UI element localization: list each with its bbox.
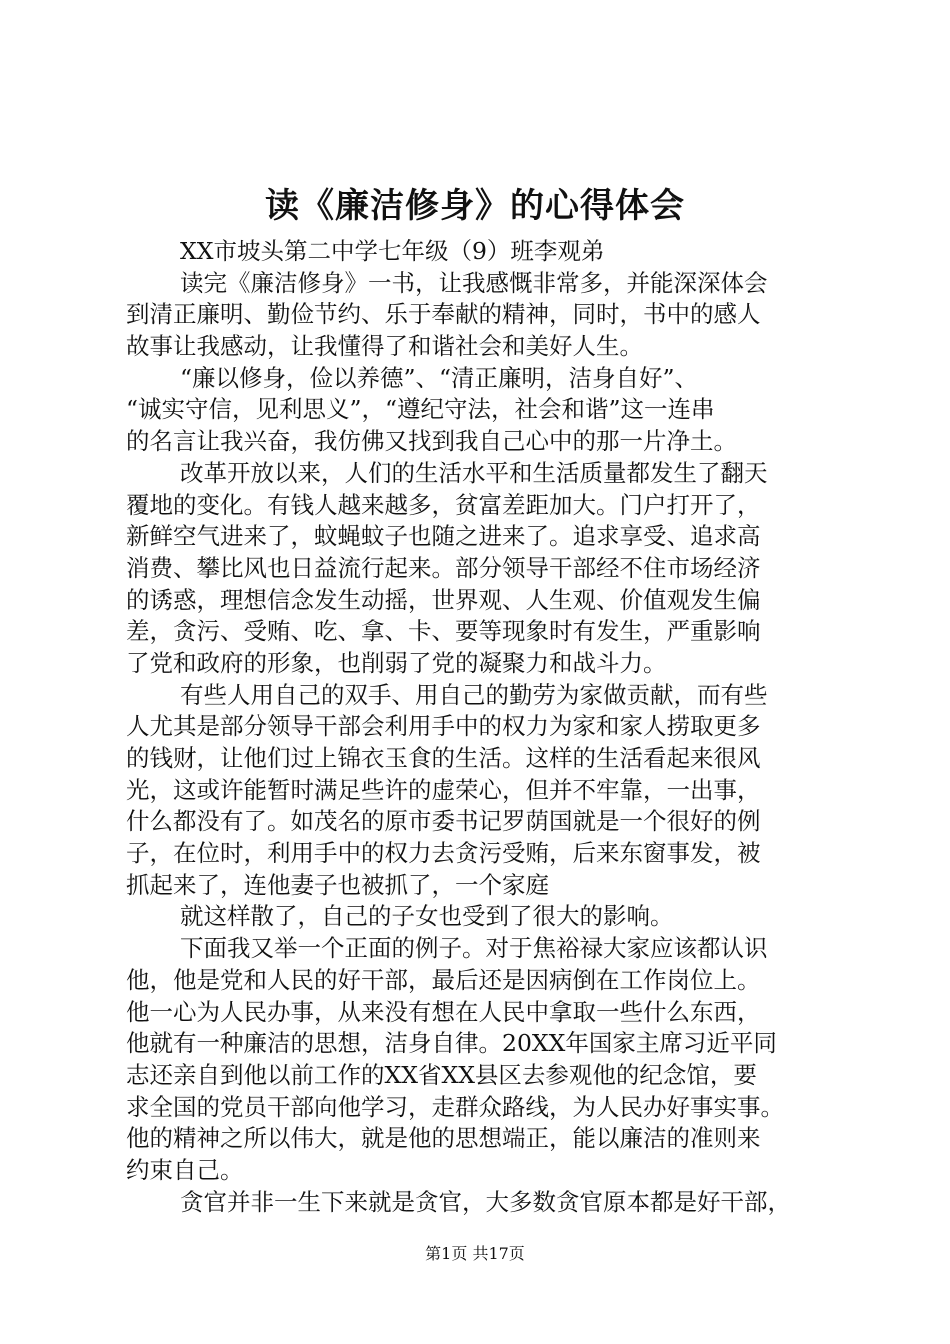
text-line: 下面我又举一个正面的例子。对于焦裕禄大家应该都认识: [180, 934, 768, 963]
text-line: 贪官并非一生下来就是贪官，大多数贪官原本都是好干部，: [180, 1187, 791, 1216]
text-line: 故事让我感动，让我懂得了和谐社会和美好人生。: [126, 332, 643, 361]
document-title: 读《廉洁修身》的心得体会: [265, 186, 685, 226]
text-line: 子，在位时，利用手中的权力去贪污受贿，后来东窗事发，被: [126, 839, 761, 868]
text-line: 覆地的变化。有钱人越来越多，贫富差距加大。门户打开了，: [126, 490, 761, 519]
text-line: 的钱财，让他们过上锦衣玉食的生活。这样的生活看起来很风: [126, 744, 761, 772]
text-line: 求全国的党员干部向他学习，走群众路线，为人民办好事实事。: [126, 1092, 784, 1121]
text-line: 约束自己。: [126, 1155, 244, 1184]
text-line: “诚实守信，见利思义”，“遵纪守法，社会和谐”这一连串: [126, 395, 715, 424]
text-line: 到清正廉明、勤俭节约、乐于奉献的精神，同时，书中的感人: [126, 300, 761, 329]
document-body: [126, 236, 838, 1218]
text-line: 改革开放以来，人们的生活水平和生活质量都发生了翻天: [180, 458, 768, 487]
text-line: 光，这或许能暂时满足些许的虚荣心，但并不牢靠，一出事，: [126, 775, 761, 804]
text-line: 差，贪污、受贿、吃、拿、卡、要等现象时有发生，严重影响: [126, 617, 761, 646]
text-line: 了党和政府的形象，也削弱了党的凝聚力和战斗力。: [126, 648, 667, 677]
text-line: 他，他是党和人民的好干部，最后还是因病倒在工作岗位上。: [126, 965, 761, 994]
text-line: “廉以修身，俭以养德”、“清正廉明，洁身自好”、: [180, 363, 699, 392]
text-line: 有些人用自己的双手、用自己的勤劳为家做贡献，而有些: [180, 680, 768, 709]
text-line: 就这样散了，自己的子女也受到了很大的影响。: [180, 902, 674, 931]
text-line: 他一心为人民办事，从来没有想在人民中拿取一些什么东西，: [126, 997, 761, 1026]
text-line: 的名言让我兴奋，我仿佛又找到我自己心中的那一片净土。: [126, 427, 737, 456]
text-line: 什么都没有了。如茂名的原市委书记罗荫国就是一个很好的例: [126, 807, 761, 836]
text-line: 抓起来了，连他妻子也被抓了，一个家庭: [126, 870, 549, 899]
text-line: 的诱惑，理想信念发生动摇，世界观、人生观、价值观发生偏: [126, 585, 761, 614]
text-line: 消费、攀比风也日益流行起来。部分领导干部经不住市场经济: [126, 553, 761, 582]
text-line: 新鲜空气进来了，蚊蝇蚊子也随之进来了。追求享受、追求高: [126, 522, 761, 551]
author-line: XX市坡头第二中学七年级（9）班李观弟: [180, 237, 605, 265]
text-line: 读完《廉洁修身》一书，让我感慨非常多，并能深深体会: [180, 268, 768, 297]
text-line: 他就有一种廉洁的思想，洁身自律。20XX年国家主席习近平同: [126, 1029, 777, 1058]
paragraph-lines: [126, 268, 838, 1219]
page-footer: 第1页 共17页: [425, 1244, 525, 1263]
text-line: 志还亲自到他以前工作的XX省XX县区去参观他的纪念馆，要: [126, 1060, 757, 1089]
text-line: 他的精神之所以伟大，就是他的思想端正，能以廉洁的准则来: [126, 1124, 761, 1153]
text-line: 人尤其是部分领导干部会利用手中的权力为家和家人捞取更多: [126, 712, 761, 741]
